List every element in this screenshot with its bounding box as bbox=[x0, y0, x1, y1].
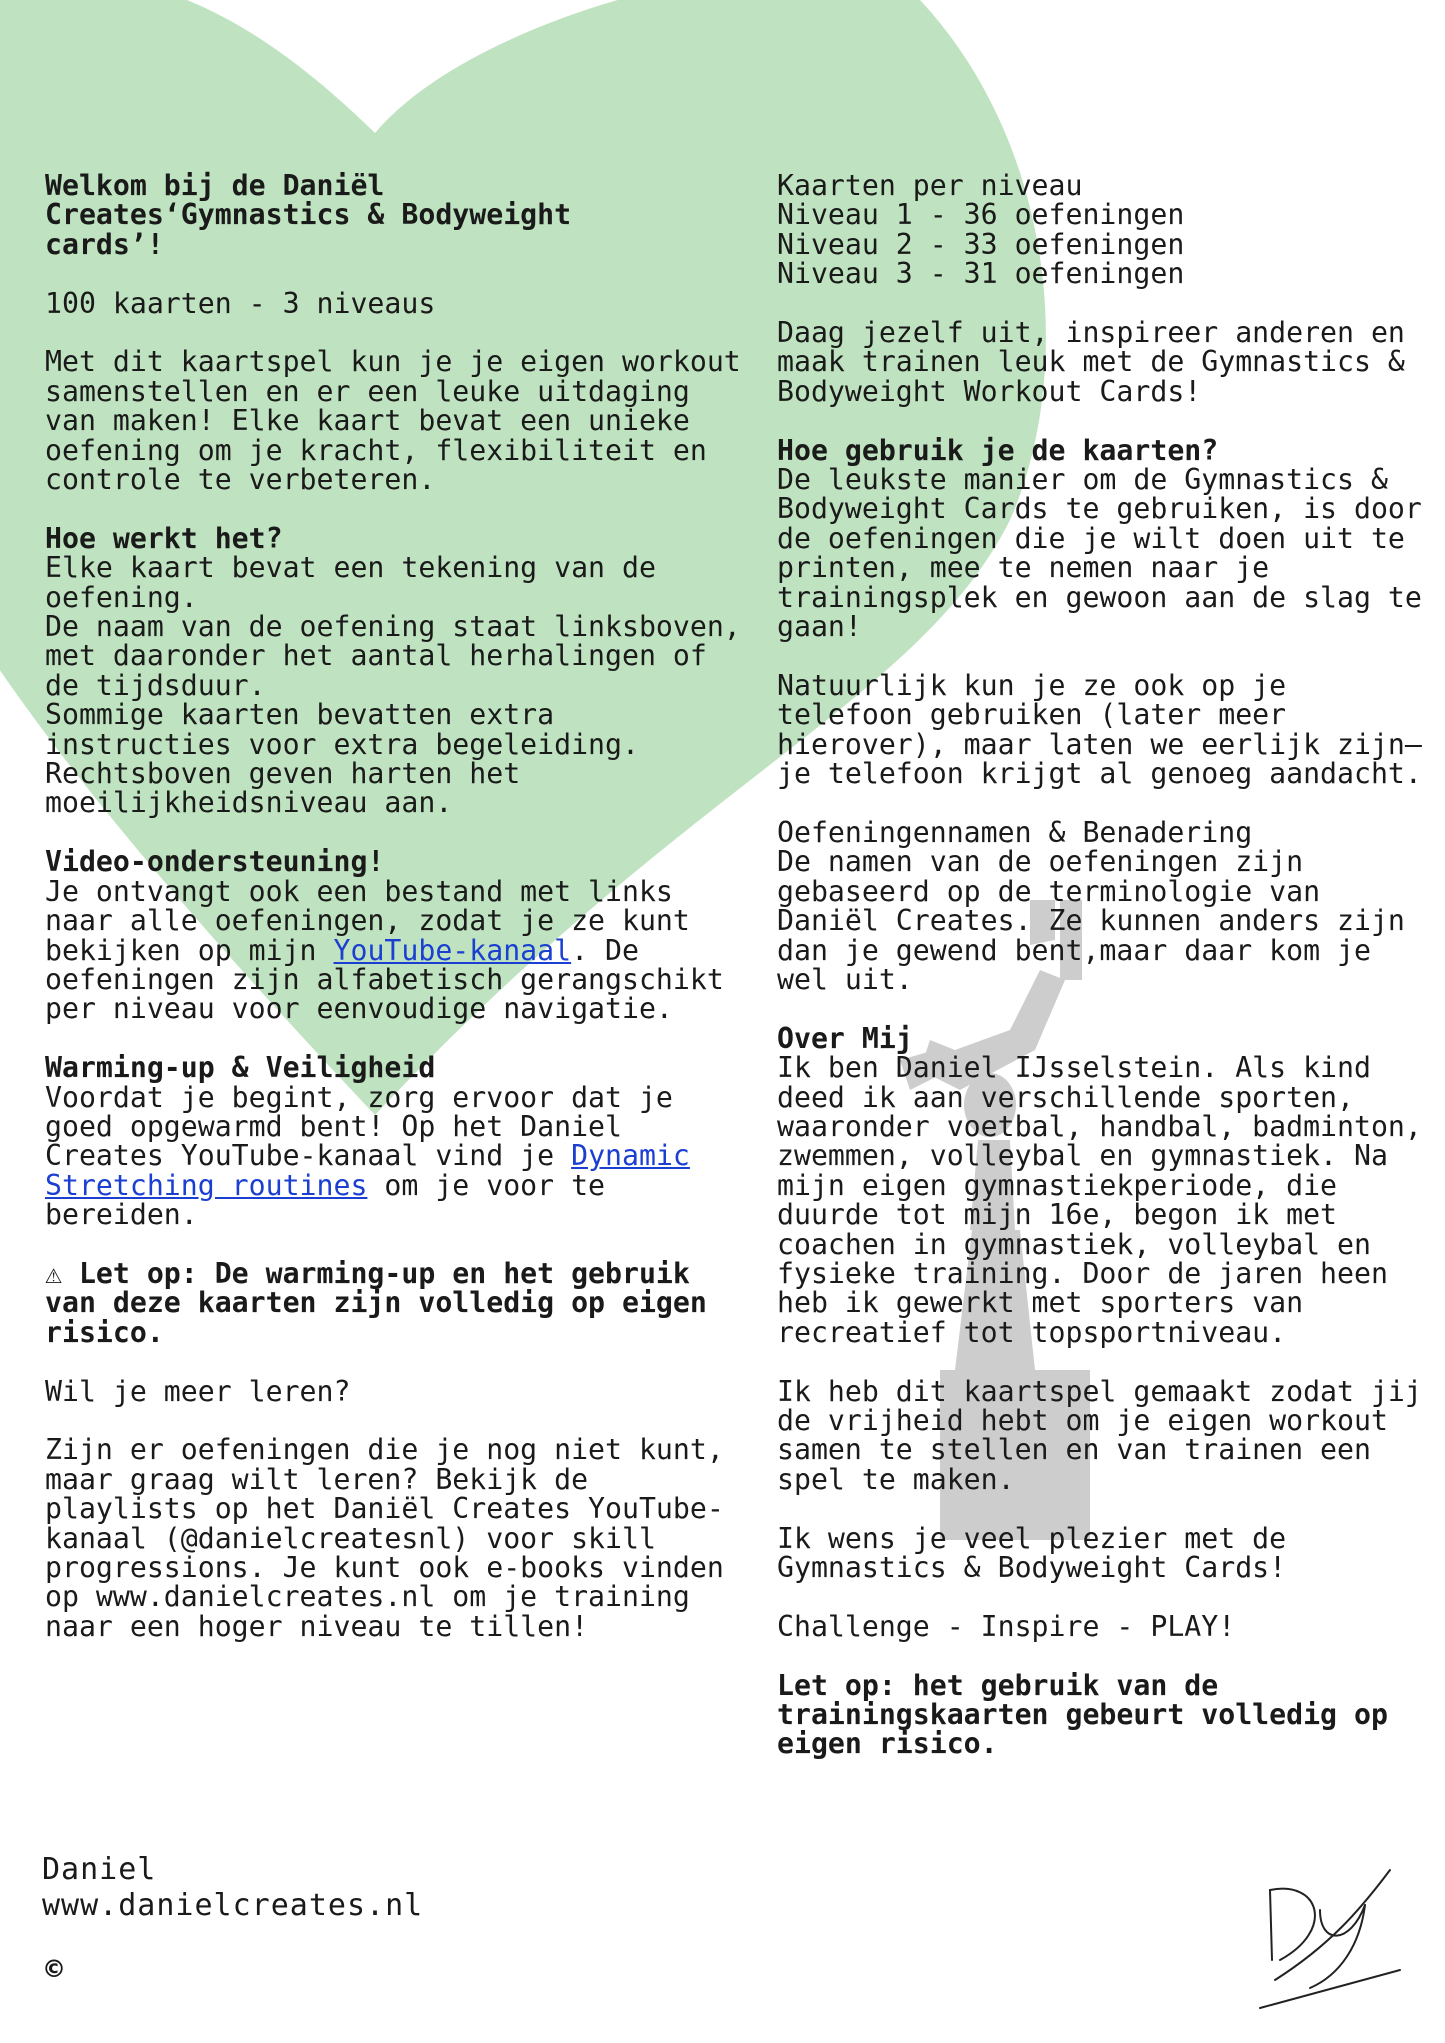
phone-paragraph: Natuurlijk kun je ze ook op je telefoon gebruiken (later meer hierover), maar laten we eerlijk zijn—je telefoon krijgt al genoeg aandacht. bbox=[777, 668, 1422, 791]
motto: Challenge - Inspire - PLAY! bbox=[777, 1609, 1236, 1643]
levels-title: Kaarten per niveau bbox=[777, 169, 1083, 202]
names-title: Oefeningennamen & Benadering bbox=[777, 815, 1253, 849]
card-count: 100 kaarten - 3 niveaus bbox=[45, 286, 436, 320]
how-it-works-text-1: Elke kaart bevat een tekening van de oefening. bbox=[45, 551, 656, 614]
names-section bbox=[777, 815, 1437, 996]
learn-more-paragraph: Zijn er oefeningen die je nog niet kunt, maar graag wilt leren? Bekijk de playlists op het Daniël Creates YouTube-kanaal (@danielcreatesnl) voor skill progressions. Je kunt ook e-books vinden op www.danielcreates.nl om je training naar een hoger niveau te tillen! bbox=[45, 1433, 724, 1643]
usage-title: Hoe gebruik je de kaarten? bbox=[777, 433, 1219, 467]
welcome-heading-line-1: Welkom bij de Daniël bbox=[45, 169, 385, 202]
how-it-works-text-3: Sommige kaarten bevatten extra instructies voor extra begeleiding. bbox=[45, 698, 639, 761]
level-1-count: Niveau 1 - 36 oefeningen bbox=[777, 198, 1185, 232]
welcome-heading-line-3: cards’! bbox=[45, 227, 164, 261]
about-text: Ik ben Daniel IJsselstein. Als kind deed ik aan verschillende sporten, waaronder voetbal, handbal, badminton, zwemmen, volleybal en gymnastiek. Na mijn eigen gymnastiekperiode, die duurde tot mijn 16e, begon ik met coachen in gymnastiek, volleybal en fysieke training. Door de jaren heen heb ik gewerkt met sporters van recreatief tot topsportniveau. bbox=[777, 1051, 1422, 1349]
footer-contact bbox=[42, 1852, 423, 1924]
warmup-text-post: om je voor te bereiden. bbox=[45, 1168, 606, 1232]
usage-section bbox=[777, 433, 1437, 644]
how-it-works-section bbox=[45, 521, 745, 820]
right-column bbox=[777, 171, 1437, 1788]
how-it-works-text-2: De naam van de oefening staat linksboven, met daaronder het aantal herhalingen of de tijdsduur. bbox=[45, 610, 741, 702]
levels-section bbox=[777, 171, 1437, 289]
video-section bbox=[45, 845, 745, 1026]
youtube-channel-link[interactable]: YouTube-kanaal bbox=[333, 933, 572, 967]
website-url[interactable]: www.danielcreates.nl bbox=[42, 1888, 424, 1923]
learn-more-question: Wil je meer leren? bbox=[45, 1374, 351, 1408]
intro-paragraph: Met dit kaartspel kun je je eigen workout samenstellen en er een leuke uitdaging van maken! Elke kaart bevat een unieke oefening om je kracht, flexibiliteit en controle te verbeteren. bbox=[45, 345, 741, 497]
dynamic-stretching-link[interactable]: Dynamic Stretching routines bbox=[45, 1139, 690, 1202]
about-title: Over Mij bbox=[777, 1021, 913, 1055]
welcome-heading bbox=[45, 171, 745, 259]
final-warning: Let op: het gebruik van de trainingskaarten gebeurt volledig op eigen risico. bbox=[777, 1668, 1388, 1761]
level-3-count: Niveau 3 - 31 oefeningen bbox=[777, 257, 1185, 291]
warmup-warning: ⚠ Let op: De warming-up en het gebruik van deze kaarten zijn volledig op eigen risico. bbox=[45, 1256, 707, 1349]
left-column bbox=[45, 171, 745, 1671]
how-it-works-text-4: Rechtsboven geven harten het moeilijkheidsniveau aan. bbox=[45, 757, 521, 820]
video-text-post: . De oefeningen zijn alfabetisch gerangschikt per niveau voor eenvoudige navigatie. bbox=[45, 933, 724, 1026]
level-2-count: Niveau 2 - 33 oefeningen bbox=[777, 227, 1185, 261]
video-title: Video-ondersteuning! bbox=[45, 845, 385, 879]
warmup-title: Warming-up & Veiligheid bbox=[45, 1051, 436, 1085]
how-it-works-title: Hoe werkt het? bbox=[45, 521, 283, 555]
welcome-heading-line-2: Creates‘Gymnastics & Bodyweight bbox=[45, 198, 572, 232]
video-text-pre: Je ontvangt ook een bestand met links naar alle oefeningen, zodat je ze kunt bekijken op mijn bbox=[45, 874, 690, 967]
usage-text: De leukste manier om de Gymnastics & Bodyweight Cards te gebruiken, is door de oefeningen die je wilt doen uit te printen, mee te nemen naar je trainingsplek en gewoon aan de slag te gaan! bbox=[777, 463, 1422, 644]
author-name: Daniel bbox=[42, 1852, 157, 1887]
signature-graphic bbox=[1250, 1850, 1410, 2010]
wish-paragraph: Ik wens je veel plezier met de Gymnastics & Bodyweight Cards! bbox=[777, 1521, 1287, 1584]
made-paragraph: Ik heb dit kaartspel gemaakt zodat jij de vrijheid hebt om je eigen workout samen te stellen en van trainen een spel te maken. bbox=[777, 1374, 1422, 1496]
names-text: De namen van de oefeningen zijn gebaseerd op de terminologie van Daniël Creates. Ze kunnen anders zijn dan je gewend bent,maar daar kom je wel uit. bbox=[777, 845, 1405, 996]
warmup-text-pre: Voordat je begint, zorg ervoor dat je goed opgewarmd bent! Op het Daniel Creates YouTube-kanaal vind je bbox=[45, 1080, 673, 1173]
copyright-symbol: © bbox=[42, 1955, 66, 1983]
about-section bbox=[777, 1021, 1437, 1349]
challenge-paragraph: Daag jezelf uit, inspireer anderen en maak trainen leuk met de Gymnastics & Bodyweight Workout Cards! bbox=[777, 316, 1405, 408]
warmup-section bbox=[45, 1051, 745, 1232]
